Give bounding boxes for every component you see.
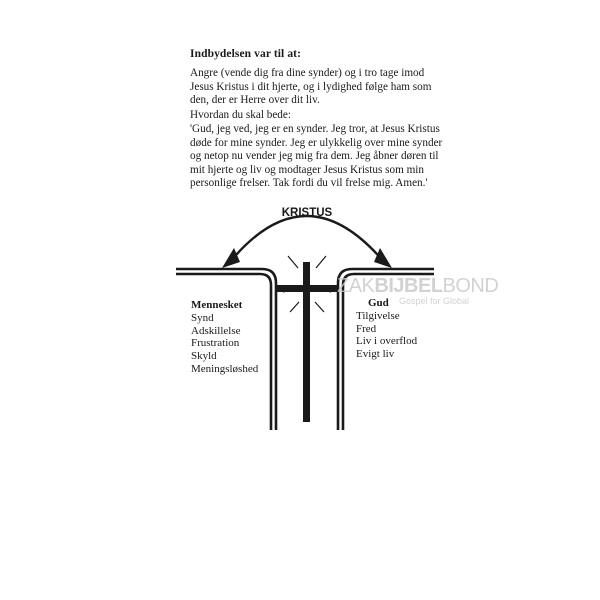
page-heading: Indbydelsen var til at: [190,48,302,60]
invitation-line-3: den, der er Herre over dit liv. [190,94,320,107]
god-side-list [356,297,417,361]
invitation-line-1: Angre (vende dig fra dine synder) og i tro tage imod [190,67,425,79]
god-side-title: Gud [368,297,389,309]
man-side-title: Mennesket [191,299,243,311]
prayer-line-4: mit hjerte og liv og modtager Jesus Kristus som min [190,163,424,176]
arc-arrow [230,216,384,262]
man-side-item: Frustration [191,337,240,350]
god-side-item: Fred [356,322,377,335]
left-arrowhead [222,248,240,268]
man-side-list [191,299,258,376]
kristus-label: KRISTUS [281,207,333,219]
how-to-pray-label: Hvordan du skal bede: [190,109,291,121]
prayer-line-5: personlige frelser. Tak fordi du vil frelse mig. Amen.' [190,177,428,190]
watermark-brand-light: ZAK [337,275,375,297]
man-side-item: Skyld [191,350,217,363]
cross-icon [275,262,339,422]
god-side-item: Liv i overflod [356,335,418,348]
god-side-item: Evigt liv [356,348,395,361]
man-side-item: Adskillelse [191,324,241,337]
right-arrowhead [374,248,392,268]
god-side-item: Tilgivelse [356,309,400,322]
invitation-line-2: Jesus Kristus i dit hjerte, og i lydighed følge ham som [190,80,432,93]
watermark-brand-end: BOND [442,275,499,297]
man-side-item: Synd [191,311,214,324]
watermark-tagline: Gospel for Global [399,296,470,306]
man-side-item: Meningsløshed [191,362,259,375]
watermark-brand-bold: BIJBEL [374,275,443,297]
prayer-line-2: døde for mine synder. Jeg er ulykkelig over mine synder [190,136,443,149]
prayer-line-3: og netop nu vender jeg mig fra dem. Jeg åbner døren til [190,150,439,163]
prayer-line-1: 'Gud, jeg ved, jeg er en synder. Jeg tror, at Jesus Kristus [190,123,440,135]
